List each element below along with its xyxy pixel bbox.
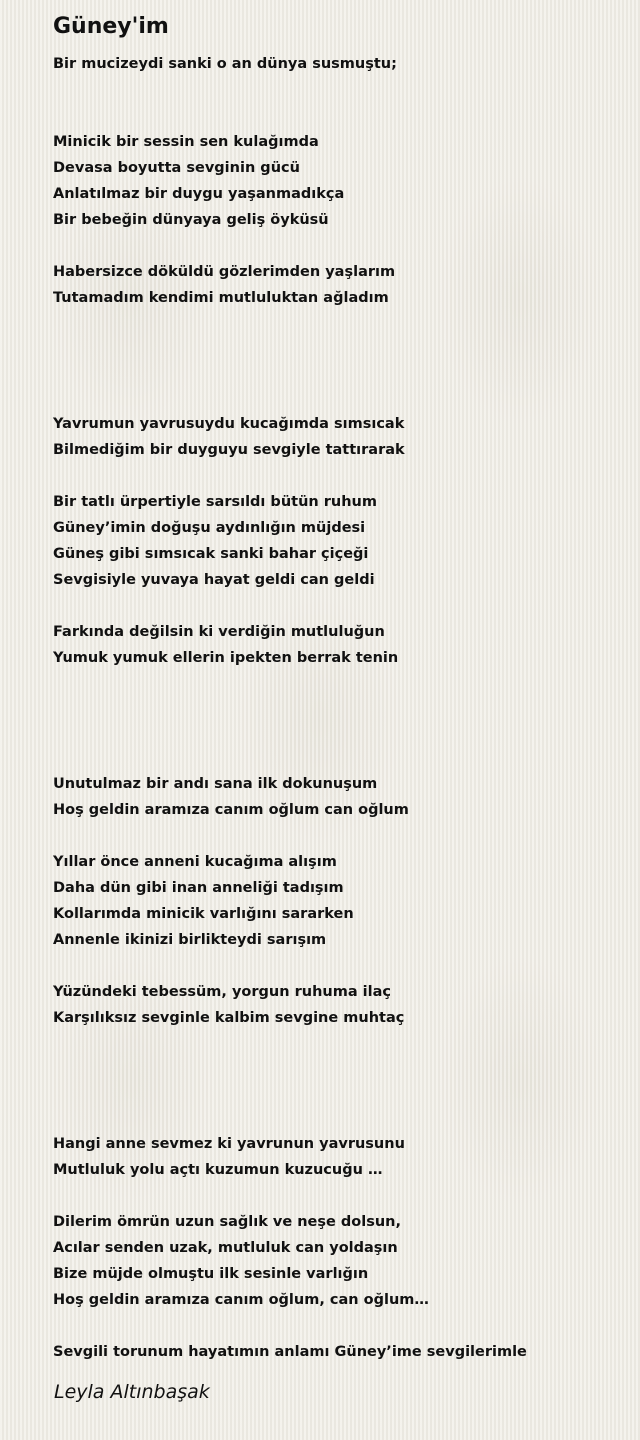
poem-line: Bilmediğim bir duyguyu sevgiyle tattırarak — [53, 442, 405, 458]
poem-line: Bir mucizeydi sanki o an dünya susmuştu; — [53, 56, 397, 72]
poem-line: Anlatılmaz bir duygu yaşanmadıkça — [53, 186, 345, 202]
poem-line: Mutluluk yolu açtı kuzumun kuzucuğu … — [53, 1162, 383, 1178]
poem-line: Bize müjde olmuştu ilk sesinle varlığın — [53, 1266, 369, 1282]
poem-line: Kollarımda minicik varlığını sararken — [53, 906, 354, 922]
poem-line: Yavrumun yavrusuydu kucağımda sımsıcak — [53, 416, 405, 432]
poem-line: Unutulmaz bir andı sana ilk dokunuşum — [53, 776, 378, 792]
poem-line: Devasa boyutta sevginin gücü — [53, 160, 300, 176]
poem-line: Farkında değilsin ki verdiğin mutluluğun — [53, 624, 385, 640]
poem-line: Minicik bir sessin sen kulağımda — [53, 134, 319, 150]
poem-line: Karşılıksız sevginle kalbim sevgine muhtaç — [53, 1010, 405, 1026]
poem-line: Güneş gibi sımsıcak sanki bahar çiçeği — [53, 546, 369, 562]
poem-title: Güney'im — [53, 14, 169, 39]
poem-line: Yumuk yumuk ellerin ipekten berrak tenin — [53, 650, 399, 666]
poem-line: Yüzündeki tebessüm, yorgun ruhuma ilaç — [53, 984, 391, 1000]
poem-line: Acılar senden uzak, mutluluk can yoldaşın — [53, 1240, 398, 1256]
poem-line: Bir tatlı ürpertiyle sarsıldı bütün ruhum — [53, 494, 377, 510]
poem-line: Annenle ikinizi birlikteydi sarışım — [53, 932, 327, 948]
author-name: Leyla Altınbaşak — [54, 1381, 210, 1403]
poem-line: Sevgisiyle yuvaya hayat geldi can geldi — [53, 572, 375, 588]
poem-line: Hangi anne sevmez ki yavrunun yavrusunu — [53, 1136, 405, 1152]
poem-line: Hoş geldin aramıza canım oğlum can oğlum — [53, 802, 409, 818]
poem-line: Bir bebeğin dünyaya geliş öyküsü — [53, 212, 329, 228]
poem-line: Yıllar önce anneni kucağıma alışım — [53, 854, 337, 870]
dedication-line: Sevgili torunum hayatımın anlamı Güney’ime sevgilerimle — [53, 1344, 527, 1360]
poem-line: Hoş geldin aramıza canım oğlum, can oğlum… — [53, 1292, 429, 1308]
poem-line: Güney’imin doğuşu aydınlığın müjdesi — [53, 520, 366, 536]
poem-line: Dilerim ömrün uzun sağlık ve neşe dolsun, — [53, 1214, 401, 1230]
poem-line: Tutamadım kendimi mutluluktan ağladım — [53, 290, 389, 306]
poem-line: Habersizce döküldü gözlerimden yaşlarım — [53, 264, 396, 280]
poem-line: Daha dün gibi inan anneliği tadışım — [53, 880, 344, 896]
